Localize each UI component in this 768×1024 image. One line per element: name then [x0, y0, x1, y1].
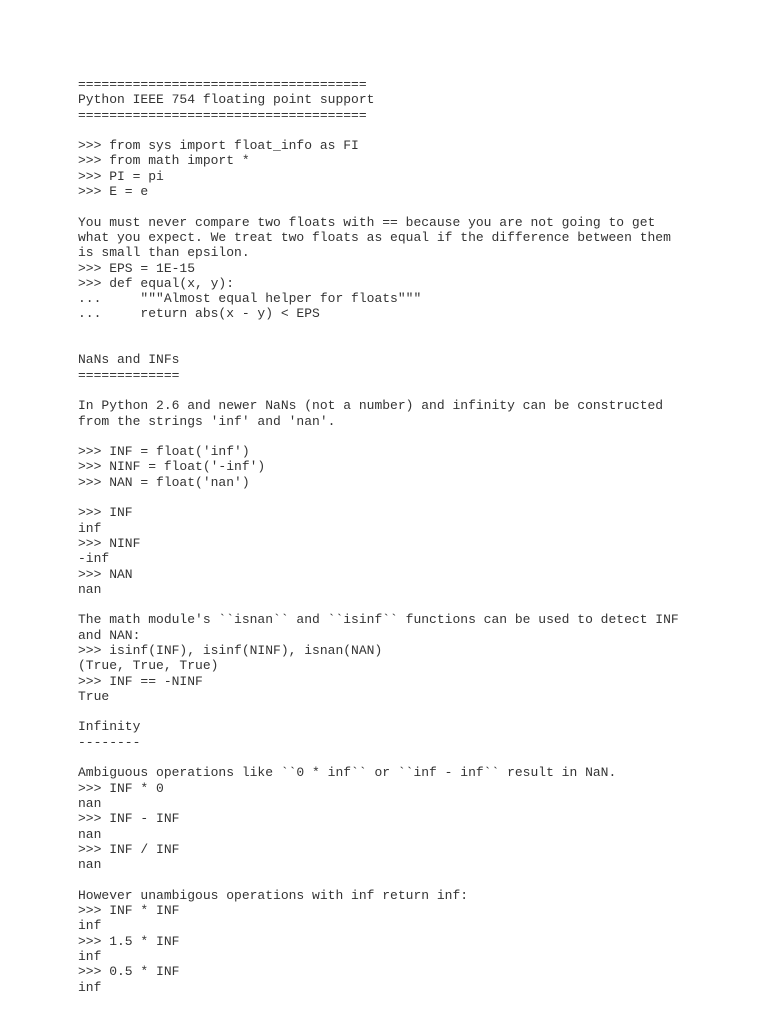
text-line: ... """Almost equal helper for floats""" — [78, 291, 422, 307]
text-line: ===================================== — [78, 107, 367, 123]
text-line: >>> from sys import float_info as FI — [78, 138, 359, 154]
text-line: inf — [78, 979, 102, 995]
text-line: >>> INF / INF — [78, 841, 180, 857]
text-line — [78, 337, 748, 352]
text-line — [78, 872, 748, 887]
text-line: The math module's ``isnan`` and ``isinf`` functions can be used to detect INF — [78, 612, 679, 628]
text-line: inf — [78, 918, 102, 934]
text-line: is small than epsilon. — [78, 245, 250, 261]
text-line — [78, 429, 748, 444]
text-line — [78, 490, 748, 505]
text-line: NaNs and INFs — [78, 352, 180, 368]
text-line: >>> from math import * — [78, 153, 250, 169]
text-line: >>> NAN = float('nan') — [78, 474, 250, 490]
text-line — [78, 123, 748, 138]
text-line: Infinity — [78, 719, 141, 735]
text-line: ... return abs(x - y) < EPS — [78, 306, 320, 322]
text-line: and NAN: — [78, 627, 141, 643]
text-line: inf — [78, 520, 102, 536]
text-line: >>> def equal(x, y): — [78, 275, 235, 291]
text-line: >>> E = e — [78, 184, 149, 200]
text-line: -------- — [78, 734, 141, 750]
text-line — [78, 383, 748, 398]
text-line: >>> INF - INF — [78, 811, 180, 827]
text-line: nan — [78, 826, 102, 842]
text-line: ============= — [78, 367, 180, 383]
text-line: In Python 2.6 and newer NaNs (not a number) and infinity can be constructed — [78, 398, 664, 414]
text-line: >>> 0.5 * INF — [78, 964, 180, 980]
text-line: >>> 1.5 * INF — [78, 933, 180, 949]
text-line: from the strings 'inf' and 'nan'. — [78, 413, 336, 429]
text-line: nan — [78, 857, 102, 873]
text-line: You must never compare two floats with == because you are not going to get — [78, 214, 656, 230]
text-line: >>> EPS = 1E-15 — [78, 260, 196, 276]
text-line: >>> INF * 0 — [78, 780, 164, 796]
text-line: Ambiguous operations like ``0 * inf`` or ``inf - inf`` result in NaN. — [78, 765, 617, 781]
text-line — [78, 322, 748, 337]
text-line: nan — [78, 795, 102, 811]
text-line: >>> NAN — [78, 566, 133, 582]
text-line: True — [78, 688, 110, 704]
text-line: -inf — [78, 551, 110, 567]
text-line: Python IEEE 754 floating point support — [78, 92, 375, 108]
text-line: >>> INF — [78, 505, 133, 521]
text-line — [78, 199, 748, 214]
text-line: ===================================== — [78, 77, 367, 92]
text-line — [78, 597, 748, 612]
text-line: >>> INF == -NINF — [78, 673, 203, 689]
text-line: >>> PI = pi — [78, 168, 164, 184]
document-page — [78, 77, 748, 995]
text-line: inf — [78, 948, 102, 964]
text-line — [78, 750, 748, 765]
text-line: >>> NINF = float('-inf') — [78, 459, 266, 475]
text-line: (True, True, True) — [78, 658, 219, 674]
text-line: >>> INF = float('inf') — [78, 444, 250, 460]
text-line — [78, 704, 748, 719]
text-line: >>> isinf(INF), isinf(NINF), isnan(NAN) — [78, 642, 383, 658]
text-line: However unambigous operations with inf return inf: — [78, 887, 469, 903]
text-line: >>> NINF — [78, 535, 141, 551]
document-body — [78, 77, 748, 995]
text-line: nan — [78, 581, 102, 597]
text-line: >>> INF * INF — [78, 903, 180, 919]
text-line: what you expect. We treat two floats as equal if the difference between them — [78, 229, 671, 245]
